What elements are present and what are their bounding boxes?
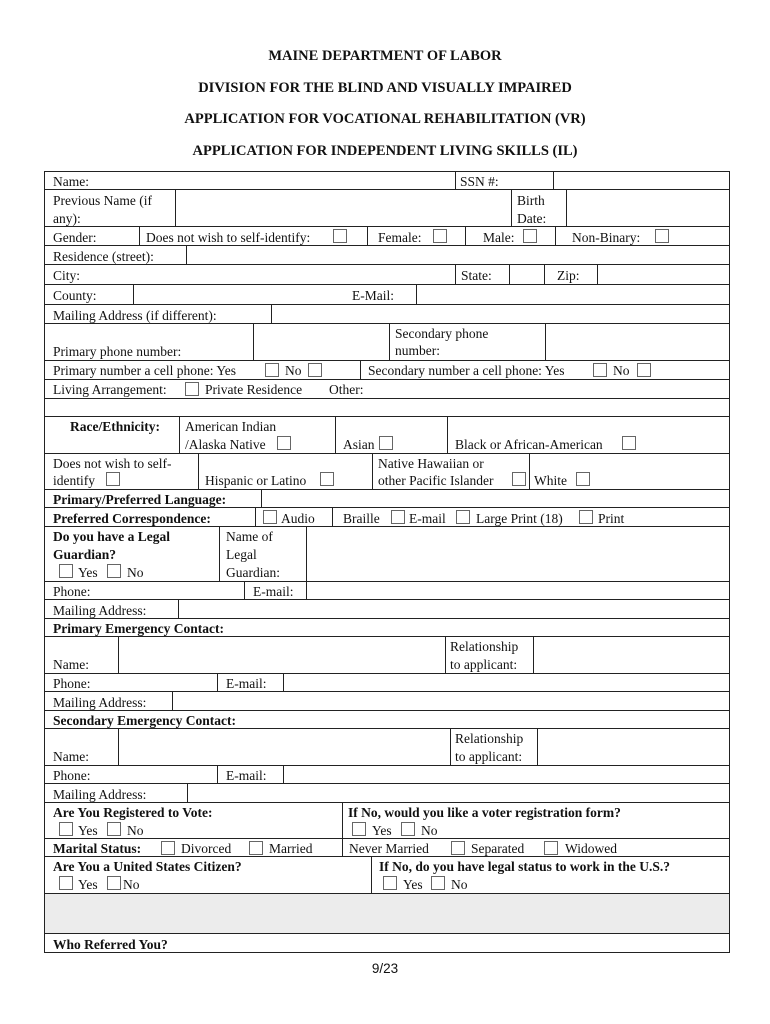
gender-label: Gender: bbox=[53, 230, 97, 245]
legal-status-no-label: No bbox=[451, 877, 468, 892]
primary-emergency-name-label: Name: bbox=[53, 657, 89, 672]
audio-label: Audio bbox=[281, 511, 315, 526]
email-option-label: E-mail bbox=[409, 511, 446, 526]
secondary-emergency-mailing-label: Mailing Address: bbox=[53, 787, 147, 802]
row-phone-numbers bbox=[44, 323, 730, 361]
birth-date-label: Birth bbox=[517, 193, 545, 208]
never-married-checkbox[interactable] bbox=[451, 841, 465, 855]
gender-option-undisclosed: Does not wish to self-identify: bbox=[146, 230, 311, 245]
private-residence-label: Private Residence bbox=[205, 382, 303, 397]
gender-female-checkbox[interactable] bbox=[433, 229, 447, 243]
citizen-question: Are You a United States Citizen? bbox=[53, 859, 242, 874]
zip-label: Zip: bbox=[557, 268, 580, 283]
row-primary-emergency-mailing bbox=[44, 691, 730, 711]
audio-checkbox[interactable] bbox=[263, 510, 277, 524]
row-language bbox=[44, 489, 730, 508]
il-application-title: APPLICATION FOR INDEPENDENT LIVING SKILLS (IL) bbox=[192, 143, 578, 159]
asian-checkbox[interactable] bbox=[379, 436, 393, 450]
vote-yes-label: Yes bbox=[78, 823, 98, 838]
citizen-no-checkbox[interactable] bbox=[107, 876, 121, 890]
primary-cell-no-label: No bbox=[285, 363, 302, 378]
secondary-cell-no-label: No bbox=[613, 363, 630, 378]
primary-cell-no-checkbox[interactable] bbox=[308, 363, 322, 377]
primary-relationship-label-2: to applicant: bbox=[450, 657, 518, 672]
row-correspondence bbox=[44, 507, 730, 527]
email-label: E-Mail: bbox=[352, 288, 394, 303]
guardian-phone-label: Phone: bbox=[53, 584, 91, 599]
primary-cell-label: Primary number a cell phone: Yes bbox=[53, 363, 236, 378]
hispanic-label: Hispanic or Latino bbox=[205, 473, 307, 488]
primary-cell-yes-checkbox[interactable] bbox=[265, 363, 279, 377]
secondary-phone-label: Secondary phone bbox=[395, 326, 489, 341]
vote-question: Are You Registered to Vote: bbox=[53, 805, 213, 820]
row-guardian-phone bbox=[44, 581, 730, 600]
hawaiian-checkbox[interactable] bbox=[512, 472, 526, 486]
married-checkbox[interactable] bbox=[249, 841, 263, 855]
row-secondary-emergency-header bbox=[44, 710, 730, 729]
application-form bbox=[44, 171, 730, 953]
legal-status-yes-label: Yes bbox=[403, 877, 423, 892]
row-primary-emergency-phone bbox=[44, 673, 730, 692]
voter-form-yes-checkbox[interactable] bbox=[352, 822, 366, 836]
vote-no-checkbox[interactable] bbox=[107, 822, 121, 836]
guardian-mailing-label: Mailing Address: bbox=[53, 603, 147, 618]
vr-application-title: APPLICATION FOR VOCATIONAL REHABILITATION (VR) bbox=[184, 111, 586, 127]
birth-date-label-2: Date: bbox=[517, 211, 547, 226]
private-residence-checkbox[interactable] bbox=[185, 382, 199, 396]
secondary-relationship-label: Relationship bbox=[455, 731, 524, 746]
primary-relationship-label: Relationship bbox=[450, 639, 519, 654]
secondary-relationship-label-2: to applicant: bbox=[455, 749, 523, 764]
secondary-cell-no-checkbox[interactable] bbox=[637, 363, 651, 377]
row-guardian-mailing bbox=[44, 599, 730, 619]
guardian-question: Do you have a Legal bbox=[53, 529, 171, 544]
divorced-label: Divorced bbox=[181, 841, 232, 856]
gender-undisclosed-checkbox[interactable] bbox=[333, 229, 347, 243]
voter-form-no-label: No bbox=[421, 823, 438, 838]
other-label: Other: bbox=[329, 382, 364, 397]
row-secondary-emergency-name bbox=[44, 728, 730, 766]
hispanic-checkbox[interactable] bbox=[320, 472, 334, 486]
secondary-cell-label: Secondary number a cell phone: Yes bbox=[368, 363, 565, 378]
living-arrangement-label: Living Arrangement: bbox=[53, 382, 167, 397]
large-print-checkbox[interactable] bbox=[579, 510, 593, 524]
primary-emergency-phone-label: Phone: bbox=[53, 676, 91, 691]
secondary-emergency-heading: Secondary Emergency Contact: bbox=[53, 713, 236, 728]
american-indian-label: American Indian bbox=[185, 419, 277, 434]
citizen-yes-checkbox[interactable] bbox=[59, 876, 73, 890]
american-indian-label-2: /Alaska Native bbox=[185, 437, 266, 452]
gender-option-female: Female: bbox=[378, 230, 422, 245]
row-cell-phone bbox=[44, 360, 730, 380]
row-voting bbox=[44, 802, 730, 839]
braille-label: Braille bbox=[343, 511, 380, 526]
shaded-section bbox=[44, 893, 730, 934]
row-race-1 bbox=[44, 416, 730, 454]
primary-emergency-mailing-label: Mailing Address: bbox=[53, 695, 147, 710]
referral-label: Who Referred You? bbox=[53, 937, 168, 952]
primary-emergency-email-label: E-mail: bbox=[226, 676, 267, 691]
asian-label: Asian bbox=[343, 437, 375, 452]
guardian-no-checkbox[interactable] bbox=[107, 564, 121, 578]
row-spacer bbox=[44, 398, 730, 417]
guardian-yes-label: Yes bbox=[78, 565, 98, 580]
white-label: White bbox=[534, 473, 567, 488]
mailing-different-label: Mailing Address (if different): bbox=[53, 308, 217, 323]
email-checkbox[interactable] bbox=[456, 510, 470, 524]
vote-yes-checkbox[interactable] bbox=[59, 822, 73, 836]
legal-status-no-checkbox[interactable] bbox=[431, 876, 445, 890]
row-citizenship bbox=[44, 856, 730, 894]
legal-status-yes-checkbox[interactable] bbox=[383, 876, 397, 890]
page-number: 9/23 bbox=[371, 961, 399, 976]
secondary-emergency-phone-label: Phone: bbox=[53, 768, 91, 783]
gender-nonbinary-checkbox[interactable] bbox=[655, 229, 669, 243]
row-primary-emergency-header bbox=[44, 618, 730, 637]
previous-name-label-2: any): bbox=[53, 211, 81, 226]
row-county bbox=[44, 284, 730, 305]
agency-title: MAINE DEPARTMENT OF LABOR bbox=[268, 48, 502, 64]
hawaiian-label-2: other Pacific Islander bbox=[378, 473, 494, 488]
row-primary-emergency-name bbox=[44, 636, 730, 674]
voter-form-question: If No, would you like a voter registration form? bbox=[348, 805, 621, 820]
race-label: Race/Ethnicity: bbox=[70, 419, 160, 434]
hawaiian-label: Native Hawaiian or bbox=[378, 456, 484, 471]
row-previous-name bbox=[44, 189, 730, 227]
marital-status-label: Marital Status: bbox=[53, 841, 142, 856]
primary-phone-label: Primary phone number: bbox=[53, 344, 182, 359]
previous-name-label: Previous Name (if bbox=[53, 193, 152, 208]
secondary-emergency-email-label: E-mail: bbox=[226, 768, 267, 783]
guardian-name-label-3: Guardian: bbox=[226, 565, 280, 580]
never-married-label: Never Married bbox=[349, 841, 429, 856]
citizen-no-label: No bbox=[123, 877, 140, 892]
residence-label: Residence (street): bbox=[53, 249, 154, 264]
name-label: Name: bbox=[53, 174, 89, 189]
large-print-label: Large Print (18) bbox=[476, 511, 563, 526]
race-undisclosed-label: Does not wish to self- bbox=[53, 456, 172, 471]
division-title: DIVISION FOR THE BLIND AND VISUALLY IMPAIRED bbox=[198, 80, 572, 96]
row-secondary-emergency-mailing bbox=[44, 783, 730, 803]
language-label: Primary/Preferred Language: bbox=[53, 492, 227, 507]
black-label: Black or African-American bbox=[455, 437, 603, 452]
guardian-yes-checkbox[interactable] bbox=[59, 564, 73, 578]
guardian-email-label: E-mail: bbox=[253, 584, 294, 599]
city-label: City: bbox=[53, 268, 81, 283]
voter-form-no-checkbox[interactable] bbox=[401, 822, 415, 836]
row-referral bbox=[44, 933, 730, 953]
separated-checkbox[interactable] bbox=[544, 841, 558, 855]
row-name bbox=[44, 171, 730, 190]
row-gender bbox=[44, 226, 730, 246]
guardian-name-label-2: Legal bbox=[226, 547, 257, 562]
widowed-label: Widowed bbox=[565, 841, 617, 856]
voter-form-yes-label: Yes bbox=[372, 823, 392, 838]
gender-option-male: Male: bbox=[483, 230, 515, 245]
secondary-cell-yes-checkbox[interactable] bbox=[593, 363, 607, 377]
citizen-yes-label: Yes bbox=[78, 877, 98, 892]
race-undisclosed-label-2: identify bbox=[53, 473, 95, 488]
row-secondary-emergency-phone bbox=[44, 765, 730, 784]
separated-label: Separated bbox=[471, 841, 525, 856]
divorced-checkbox[interactable] bbox=[161, 841, 175, 855]
gender-option-nonbinary: Non-Binary: bbox=[572, 230, 641, 245]
vote-no-label: No bbox=[127, 823, 144, 838]
ssn-label: SSN #: bbox=[460, 174, 499, 189]
guardian-no-label: No bbox=[127, 565, 144, 580]
secondary-emergency-name-label: Name: bbox=[53, 749, 89, 764]
primary-emergency-heading: Primary Emergency Contact: bbox=[53, 621, 224, 636]
row-legal-guardian bbox=[44, 526, 730, 582]
white-checkbox[interactable] bbox=[576, 472, 590, 486]
row-mailing-different bbox=[44, 304, 730, 324]
legal-status-question: If No, do you have legal status to work in the U.S.? bbox=[379, 859, 671, 874]
american-indian-checkbox[interactable] bbox=[277, 436, 291, 450]
county-label: County: bbox=[53, 288, 97, 303]
row-living-arrangement bbox=[44, 379, 730, 399]
guardian-question-2: Guardian? bbox=[53, 547, 117, 562]
row-city bbox=[44, 264, 730, 285]
row-race-2 bbox=[44, 453, 730, 490]
state-label: State: bbox=[461, 268, 492, 283]
black-checkbox[interactable] bbox=[622, 436, 636, 450]
print-label: Print bbox=[598, 511, 625, 526]
married-label: Married bbox=[269, 841, 313, 856]
guardian-name-label: Name of bbox=[226, 529, 273, 544]
row-marital-status bbox=[44, 838, 730, 857]
race-undisclosed-checkbox[interactable] bbox=[106, 472, 120, 486]
secondary-phone-label-2: number: bbox=[395, 343, 440, 358]
row-residence bbox=[44, 245, 730, 265]
gender-male-checkbox[interactable] bbox=[523, 229, 537, 243]
correspondence-label: Preferred Correspondence: bbox=[53, 511, 211, 526]
braille-checkbox[interactable] bbox=[391, 510, 405, 524]
